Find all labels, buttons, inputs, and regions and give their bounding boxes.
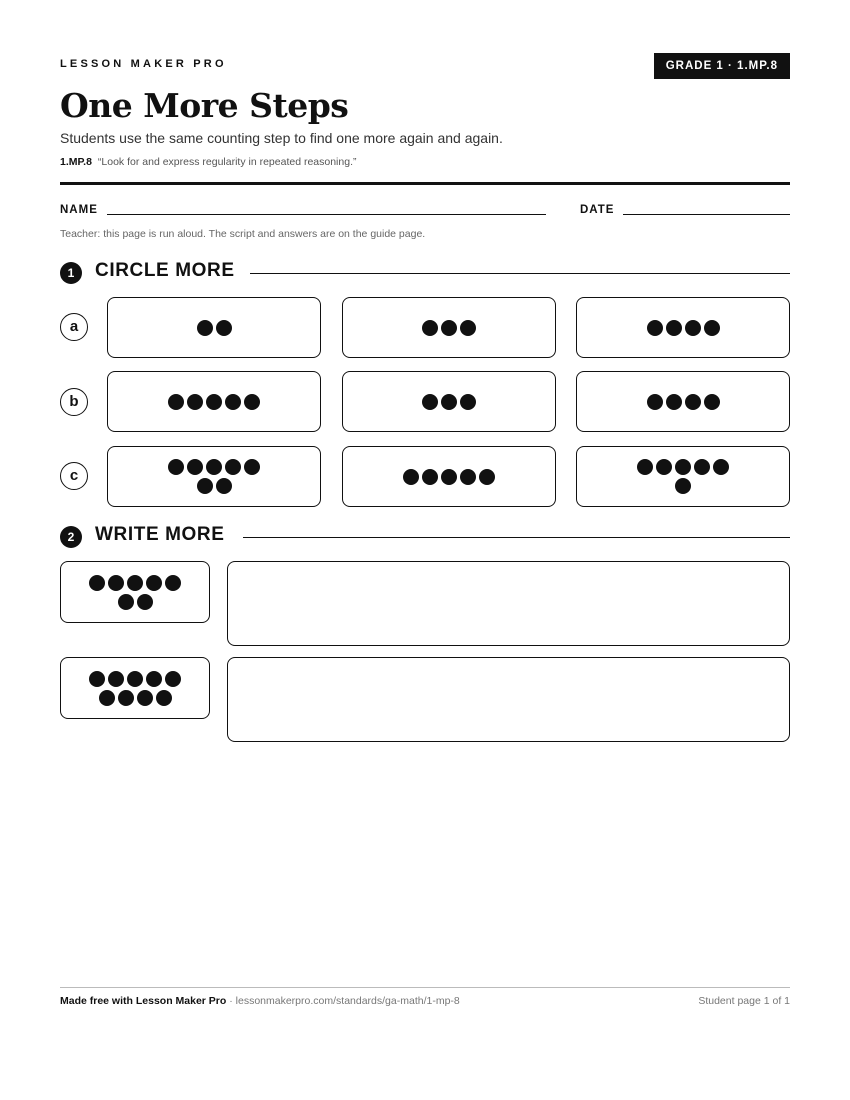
standard-quote: “Look for and express regularity in repeated reasoning.” — [97, 156, 357, 168]
counting-dot — [244, 459, 260, 475]
counting-dot — [704, 394, 720, 410]
section-2-rule — [243, 537, 790, 538]
counting-dot — [647, 320, 663, 336]
counting-dot — [146, 671, 162, 687]
counting-dot — [99, 690, 115, 706]
counting-dot — [704, 320, 720, 336]
section-1-title: CIRCLE MORE — [95, 260, 235, 281]
counting-dot — [137, 690, 153, 706]
counting-dot — [479, 469, 495, 485]
dot-row — [675, 478, 691, 494]
page-title: One More Steps — [60, 86, 349, 125]
counting-dot — [89, 575, 105, 591]
name-label: NAME — [60, 204, 98, 216]
dot-row — [422, 394, 476, 410]
counting-dot — [685, 320, 701, 336]
counting-dot — [168, 394, 184, 410]
counting-dot — [713, 459, 729, 475]
grade-badge: GRADE 1 · 1.MP.8 — [654, 53, 790, 79]
counting-dot — [146, 575, 162, 591]
counting-dot — [675, 459, 691, 475]
counting-dot — [187, 394, 203, 410]
dot-box[interactable] — [576, 371, 790, 432]
dot-box[interactable] — [107, 446, 321, 507]
counting-dot — [168, 459, 184, 475]
counting-dot — [637, 459, 653, 475]
footer-made-with: Made free with Lesson Maker Pro — [60, 995, 227, 1007]
counting-dot — [441, 320, 457, 336]
counting-dot — [156, 690, 172, 706]
brand-label: LESSON MAKER PRO — [60, 58, 227, 70]
footer-divider — [60, 987, 790, 988]
counting-dot — [197, 320, 213, 336]
counting-dot — [403, 469, 419, 485]
counting-dot — [460, 320, 476, 336]
date-label: DATE — [580, 204, 615, 216]
standard-code: 1.MP.8 — [60, 156, 92, 168]
row-c-label: c — [60, 462, 88, 490]
counting-dot — [89, 671, 105, 687]
dot-row — [118, 594, 153, 610]
counting-dot — [216, 320, 232, 336]
counting-dot — [137, 594, 153, 610]
dot-box[interactable] — [576, 297, 790, 358]
dot-row — [197, 320, 232, 336]
dot-row — [99, 690, 172, 706]
counting-dot — [694, 459, 710, 475]
section-1-header — [60, 260, 790, 284]
counting-dot — [422, 469, 438, 485]
counting-dot — [165, 671, 181, 687]
answer-box[interactable] — [227, 657, 790, 742]
counting-dot — [108, 671, 124, 687]
page-subtitle: Students use the same counting step to find one more again and again. — [60, 130, 503, 146]
row-b-label: b — [60, 388, 88, 416]
counting-dot — [460, 394, 476, 410]
counting-dot — [165, 575, 181, 591]
counting-dot — [127, 671, 143, 687]
dot-row — [647, 320, 720, 336]
counting-dot — [206, 459, 222, 475]
counting-dot — [441, 394, 457, 410]
counting-dot — [187, 459, 203, 475]
date-field[interactable] — [623, 214, 790, 215]
counting-dot — [216, 478, 232, 494]
dot-row — [403, 469, 495, 485]
counting-dot — [225, 394, 241, 410]
name-field[interactable] — [107, 214, 546, 215]
counting-dot — [666, 320, 682, 336]
dot-box — [60, 561, 210, 623]
section-2-header — [60, 524, 790, 548]
footer-page-info: Student page 1 of 1 — [698, 995, 790, 1007]
counting-dot — [675, 478, 691, 494]
dot-row — [637, 459, 729, 475]
header-divider — [60, 182, 790, 185]
counting-dot — [225, 459, 241, 475]
counting-dot — [422, 394, 438, 410]
counting-dot — [206, 394, 222, 410]
counting-dot — [647, 394, 663, 410]
dot-box[interactable] — [342, 371, 556, 432]
dot-row — [168, 459, 260, 475]
counting-dot — [685, 394, 701, 410]
dot-box[interactable] — [342, 297, 556, 358]
dot-box[interactable] — [576, 446, 790, 507]
section-2-number: 2 — [60, 526, 82, 548]
dot-row — [89, 575, 181, 591]
counting-dot — [127, 575, 143, 591]
counting-dot — [118, 594, 134, 610]
dot-box[interactable] — [342, 446, 556, 507]
footer-url[interactable]: lessonmakerpro.com/standards/ga-math/1-mp-8 — [235, 995, 460, 1007]
section-1-number: 1 — [60, 262, 82, 284]
footer-credit — [60, 995, 460, 1007]
counting-dot — [441, 469, 457, 485]
dot-row — [168, 394, 260, 410]
counting-dot — [108, 575, 124, 591]
footer-separator: · — [226, 995, 236, 1007]
worksheet-page — [60, 0, 790, 1100]
counting-dot — [666, 394, 682, 410]
dot-box[interactable] — [107, 371, 321, 432]
counting-dot — [422, 320, 438, 336]
dot-row — [422, 320, 476, 336]
answer-box[interactable] — [227, 561, 790, 646]
counting-dot — [118, 690, 134, 706]
dot-row — [647, 394, 720, 410]
dot-row — [89, 671, 181, 687]
dot-row — [197, 478, 232, 494]
row-a-label: a — [60, 313, 88, 341]
teacher-note: Teacher: this page is run aloud. The script and answers are on the guide page. — [60, 228, 426, 240]
dot-box[interactable] — [107, 297, 321, 358]
counting-dot — [656, 459, 672, 475]
counting-dot — [460, 469, 476, 485]
dot-box — [60, 657, 210, 719]
counting-dot — [197, 478, 213, 494]
counting-dot — [244, 394, 260, 410]
section-2-title: WRITE MORE — [95, 524, 225, 545]
standard-line — [60, 156, 356, 168]
section-1-rule — [250, 273, 790, 274]
